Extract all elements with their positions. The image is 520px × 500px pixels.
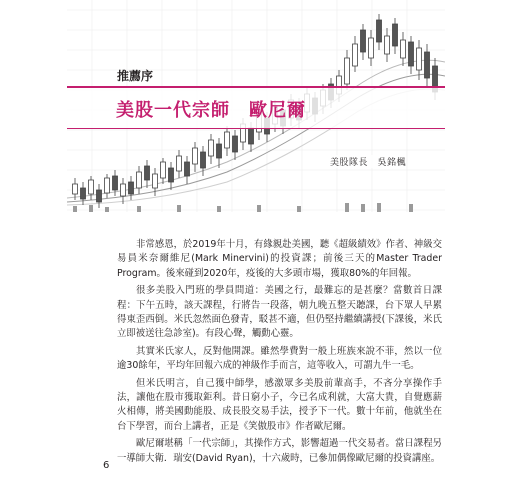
paragraph: 但米氏明言，自己獲中師學，感激眾多美股前輩高手，不吝分享操作手法，讓他在股市獲取鉅利。昔日窮小子，今已名成利就，大富大貴，自覺應薪火相傳，將美國動能股、成長股交易手法，授予下一代。數十年前，他就坐在台下學習，而台上講者，正是《笑傲股市》作者歐尼爾。 xyxy=(117,377,442,432)
page-number: 6 xyxy=(103,460,110,471)
paragraph: 歐尼爾堪稱「一代宗師」，其操作方式，影響超過一代交易者。當日課程另一導師大衛．瑞安(David Ryan)，十六歲時，已參加偶像歐尼爾的投資講座。 xyxy=(117,438,442,464)
body-text xyxy=(117,238,442,469)
paragraph: 很多美股入門班的學員問道：美國之行，最難忘的是甚麼？當數首日課程：下午五時，該天課程，行將告一段落，朝九晚五整天聽課，台下眾人早累得東歪西倒。米氏忽然面色發青，駁甚不適，但仍堅持繼續講授(下課後，米氏立即被送往急診室)。有段心聲，觸動心靈。 xyxy=(117,285,442,340)
author-byline: 美股隊長 吳銘楓 xyxy=(330,155,406,168)
chapter-title: 美股一代宗師 歐尼爾 xyxy=(116,100,306,121)
section-label: 推薦序 xyxy=(117,69,154,83)
paragraph: 非常感恩，於2019年十月，有緣親赴美國，聽《超級績效》作者、神級交易員米奈爾維尼(Mark Minervini)的投資課；前後三天的Master Trader Program。後來碰到2020年，疫後的大多頭市場，獲取80%的年回報。 xyxy=(117,239,442,279)
paragraph: 其實米氏家人，反對他開課。雖然學費對一般上班族來說不菲，然以一位逾30餘年，平均年回報六成的神級作手而言，這等收入，可謂九牛一毛。 xyxy=(117,345,442,372)
